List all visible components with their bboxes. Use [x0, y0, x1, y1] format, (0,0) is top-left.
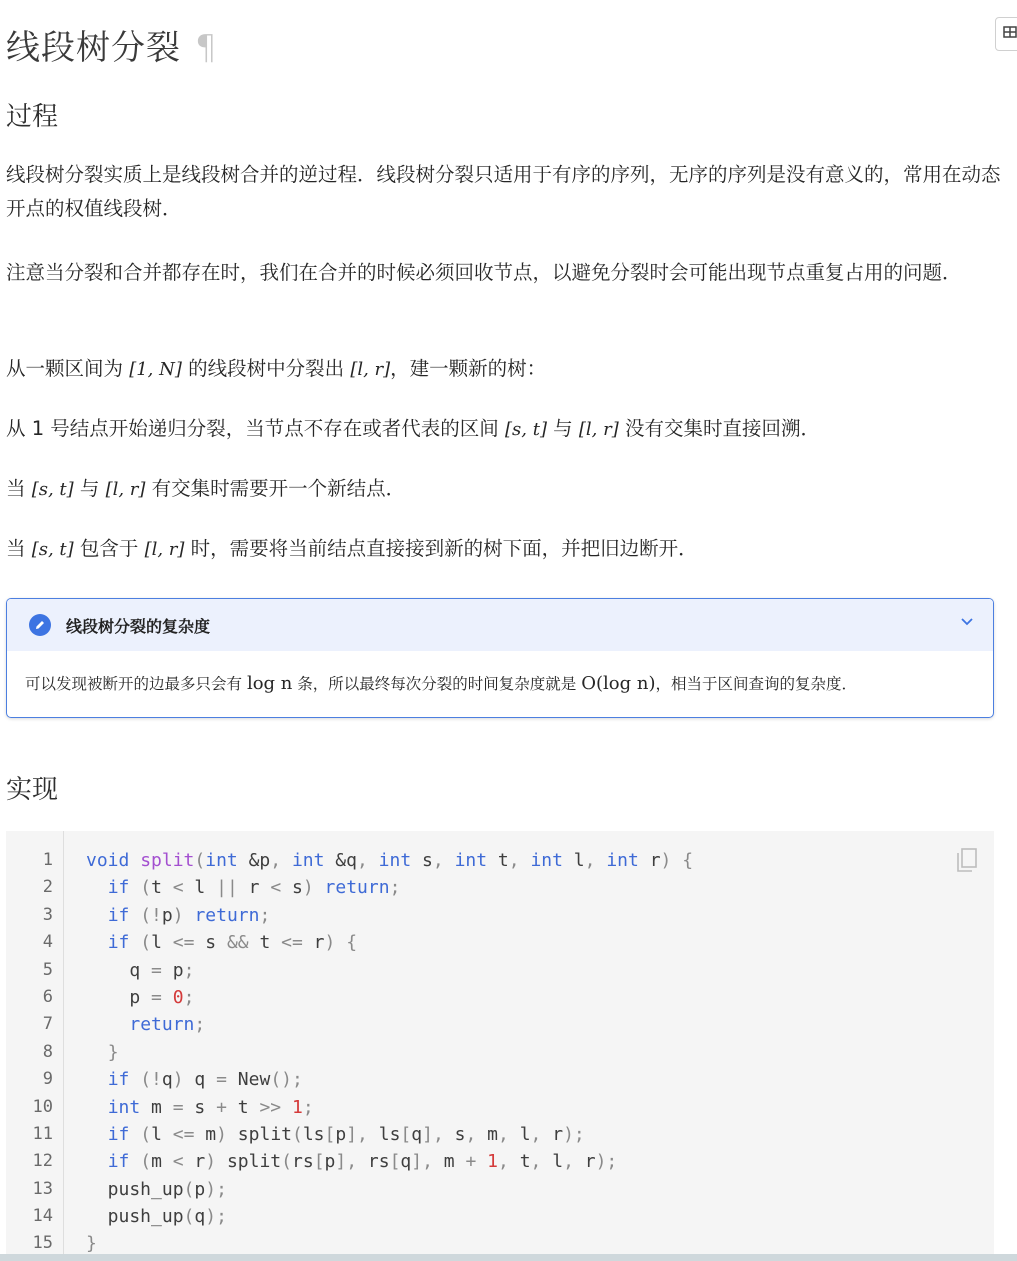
text-span: 可以发现被断开的边最多只会有 [25, 675, 247, 693]
line-number: 7 [42, 1014, 53, 1035]
code-line: } [107, 1041, 119, 1063]
code-line: q = p; [86, 959, 195, 981]
code-line: if (m < r) split(rs[p], rs[q], m + 1, t, l, r); [107, 1151, 618, 1173]
math-inline: [s, t] [31, 479, 74, 500]
text-span: 条，所以最终每次分裂的时间复杂度就是 [292, 675, 582, 693]
math-inline: [s, t] [31, 539, 74, 560]
code-line: push_up(q); [86, 1206, 227, 1228]
pencil-icon [29, 614, 51, 636]
line-number: 11 [32, 1123, 53, 1144]
text-span: 当 [6, 477, 32, 500]
code-line: return; [129, 1014, 206, 1036]
page-title [6, 20, 218, 69]
math-inline: O(log n) [581, 673, 656, 694]
text-span: 时，需要将当前结点直接接到新的树下面，并把旧边断开． [184, 537, 698, 560]
code-line: if (!p) return; [107, 904, 271, 926]
line-number: 12 [32, 1151, 53, 1172]
code-line: if (l <= m) split(ls[p], ls[q], s, m, l, r); [107, 1123, 585, 1145]
line-numbers [6, 831, 64, 1261]
math-inline: [l, r] [350, 359, 391, 380]
text-span: 从一颗区间为 [6, 357, 130, 380]
complexity-admonition [6, 598, 994, 718]
line-number: 3 [42, 904, 53, 925]
text-span: 的线段树中分裂出 [181, 357, 351, 380]
code-line: if (l <= s && t <= r) { [107, 932, 358, 954]
line-number: 4 [42, 932, 53, 953]
chevron-down-icon[interactable] [959, 613, 975, 634]
line-number: 9 [42, 1069, 53, 1090]
text-span: 与 [546, 417, 579, 440]
code-line: } [86, 1233, 97, 1255]
admonition-header[interactable] [7, 599, 993, 651]
text-span: ，建一颗新的树： [390, 357, 547, 380]
line-number: 15 [32, 1233, 53, 1254]
line-number: 8 [42, 1041, 53, 1062]
math-inline: [l, r] [105, 479, 146, 500]
page-title-text: 线段树分裂 [6, 28, 181, 68]
section-heading-implementation: 实现 [6, 775, 59, 805]
paragraph-recursion [6, 412, 1002, 447]
code-line: int m = s + t >> 1; [107, 1096, 314, 1118]
math-inline: log n [246, 673, 293, 694]
paragraph-note: 注意当分裂和合并都存在时，我们在合并的时候必须回收节点，以避免分裂时会可能出现节点重复占用的问题． [6, 261, 962, 284]
section-heading-process: 过程 [6, 102, 59, 132]
edit-icon [1003, 25, 1017, 43]
text-span: 包含于 [73, 537, 145, 560]
line-number: 1 [42, 850, 53, 870]
code-line: if (!q) q = New(); [107, 1069, 303, 1091]
code-lines[interactable] [86, 847, 693, 1258]
line-number: 5 [42, 959, 53, 980]
text-span: 从 1 号结点开始递归分裂，当节点不存在或者代表的区间 [6, 417, 506, 440]
admonition-title: 线段树分裂的复杂度 [66, 616, 211, 636]
math-inline: [s, t] [505, 419, 547, 440]
paragraph-split-range [6, 352, 1002, 387]
code-line: p = 0; [86, 986, 195, 1008]
code-block [6, 831, 994, 1261]
code-line: void split(int &p, int &q, int s, int t, int l, int r) { [86, 850, 694, 871]
text-span: 当 [6, 537, 32, 560]
line-number: 6 [42, 986, 53, 1007]
edit-page-button[interactable] [995, 17, 1017, 51]
line-number: 2 [42, 877, 53, 898]
paragraph-intro: 线段树分裂实质上是线段树合并的逆过程．线段树分裂只适用于有序的序列，无序的序列是没有意义的，常用在动态开点的权值线段树． [6, 163, 1001, 220]
text-span: 没有交集时直接回溯． [618, 417, 820, 440]
text-span: 与 [73, 477, 106, 500]
math-inline: [l, r] [144, 539, 185, 560]
code-line: push_up(p); [86, 1178, 227, 1200]
horizontal-scrollbar[interactable] [0, 1254, 1017, 1261]
text-span: ，相当于区间查询的复杂度． [655, 675, 857, 693]
paragraph-contained [6, 532, 1002, 567]
line-number: 13 [32, 1178, 53, 1199]
admonition-body [7, 651, 993, 717]
line-number: 10 [32, 1096, 53, 1117]
line-number: 14 [32, 1206, 53, 1227]
math-inline: [1, N] [129, 359, 182, 380]
copy-icon[interactable] [956, 847, 978, 873]
math-inline: [l, r] [578, 419, 619, 440]
paragraph-intersect [6, 472, 1002, 507]
code-line: if (t < l || r < s) return; [107, 877, 401, 899]
heading-anchor-link[interactable]: ¶ [195, 28, 218, 68]
text-span: 有交集时需要开一个新结点． [145, 477, 406, 500]
